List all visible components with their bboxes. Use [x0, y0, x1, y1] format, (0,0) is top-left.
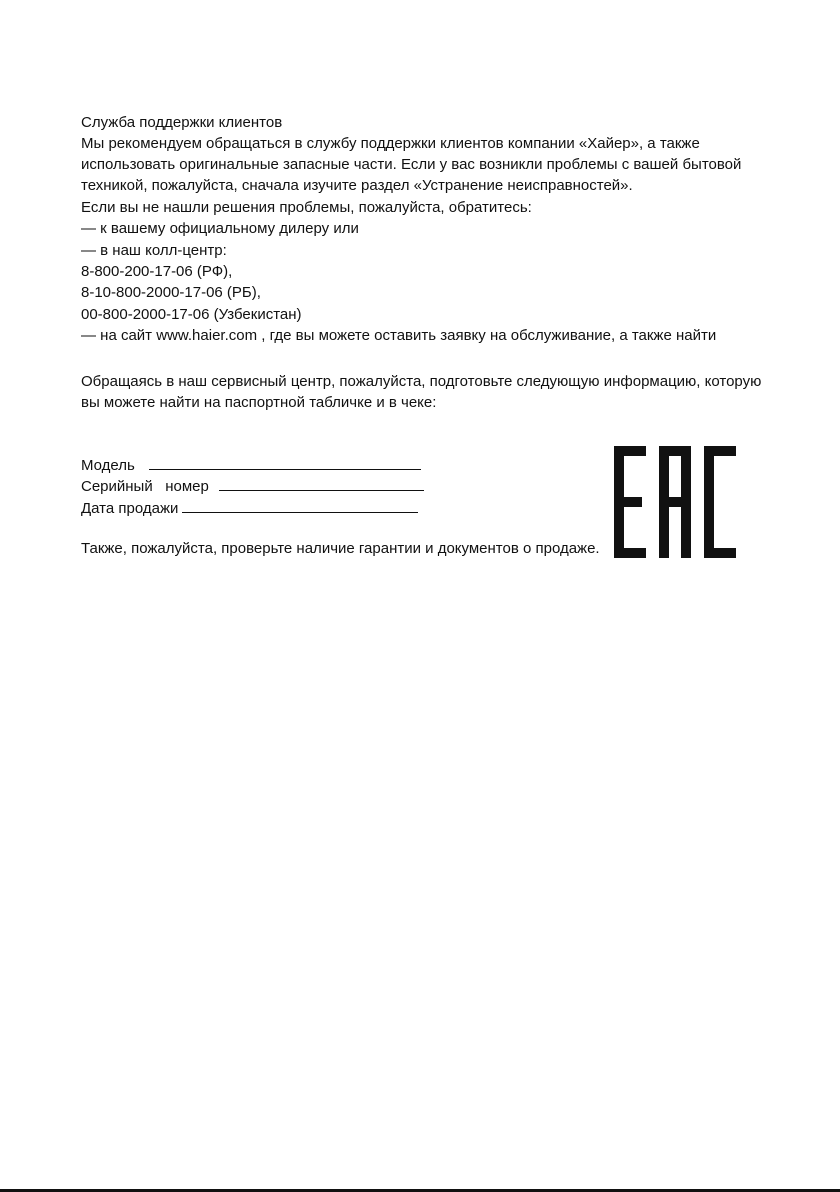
serial-field — [81, 476, 424, 497]
support-title: Служба поддержки клиентов — [81, 114, 283, 131]
service-info-line-1: Обращаясь в наш сервисный центр, пожалуйста, подготовьте следующую информацию, которую — [81, 373, 762, 390]
serial-label: Серийный номер — [81, 478, 209, 495]
website-line: — на сайт www.haier.com , где вы можете оставить заявку на обслуживание, а также найти — [81, 327, 717, 344]
support-line-3: техникой, пожалуйста, сначала изучите раздел «Устранение неисправностей». — [81, 177, 633, 194]
support-line-1: Мы рекомендуем обращаться в службу поддержки клиентов компании «Хайер», а также — [81, 135, 700, 152]
support-line-4: Если вы не нашли решения проблемы, пожалуйста, обратитесь: — [81, 199, 532, 216]
service-info-line-2: вы можете найти на паспортной табличке и в чеке: — [81, 394, 437, 411]
phone-uz: 00-800-2000-17-06 (Узбекистан) — [81, 306, 302, 323]
model-label: Модель — [81, 457, 135, 474]
model-blank-line — [149, 455, 421, 470]
call-center-line: — в наш колл-центр: — [81, 242, 227, 259]
phone-rf: 8-800-200-17-06 (РФ), — [81, 263, 233, 280]
support-line-2: использовать оригинальные запасные части. Если у вас возникли проблемы с вашей бытовой — [81, 156, 742, 173]
serial-blank-line — [219, 476, 424, 491]
sale-date-label: Дата продажи — [81, 500, 179, 517]
sale-date-blank-line — [182, 498, 418, 513]
dealer-line: — к вашему официальному дилеру или — [81, 220, 359, 237]
eac-mark-icon — [614, 446, 736, 558]
warranty-note: Также, пожалуйста, проверьте наличие гарантии и документов о продаже. — [81, 540, 600, 557]
model-field — [81, 455, 421, 476]
sale-date-field — [81, 498, 418, 519]
phone-rb: 8-10-800-2000-17-06 (РБ), — [81, 284, 261, 301]
